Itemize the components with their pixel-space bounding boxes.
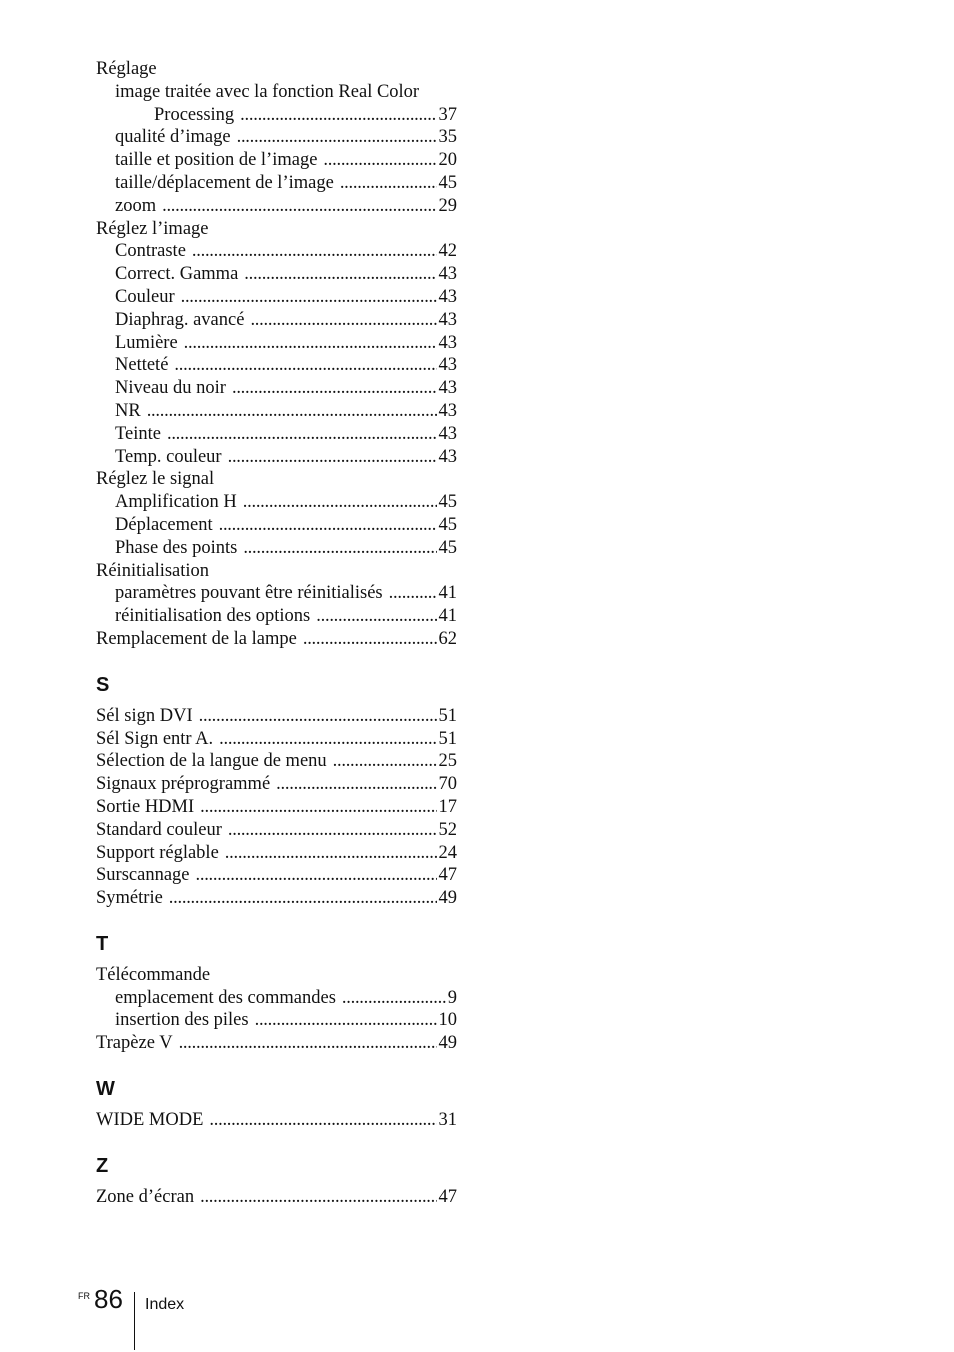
index-subentry (96, 446, 457, 469)
entry-page-number: 45 (438, 492, 457, 513)
footer-divider (134, 1292, 135, 1350)
entry-page-number: 35 (438, 127, 457, 148)
dot-leader (199, 705, 437, 728)
dot-leader (276, 773, 436, 796)
entry-page-number: 49 (438, 888, 457, 909)
entry-page-number: 42 (438, 241, 457, 262)
entry-page-number: 10 (438, 1010, 457, 1031)
entry-page-number: 20 (438, 150, 457, 171)
entry-label: Temp. couleur (115, 446, 222, 467)
entry-page-number: 43 (438, 400, 457, 421)
dot-leader (179, 1032, 437, 1055)
entry-label: Processing (154, 104, 235, 125)
dot-leader (333, 750, 437, 773)
dot-leader (219, 514, 437, 537)
index-entry (96, 628, 457, 651)
index-subentry (96, 195, 457, 218)
index-entry (96, 1032, 457, 1055)
entry-label: Remplacement de la lampe (96, 628, 297, 649)
entry-label: Trapèze V (96, 1033, 173, 1054)
dot-leader (196, 864, 437, 887)
entry-page-number: 43 (438, 309, 457, 330)
dot-leader (162, 195, 436, 218)
index-list (96, 58, 457, 1209)
index-entry (96, 819, 457, 842)
entry-label: taille/déplacement de l’image (115, 172, 334, 193)
entry-label: zoom (115, 195, 157, 216)
entry-page-number: 31 (438, 1110, 457, 1131)
entry-label: Lumière (115, 332, 178, 353)
entry-label: paramètres pouvant être réinitialisés (115, 583, 383, 604)
index-entry (96, 773, 457, 796)
index-subentry (96, 149, 457, 172)
index-subentry (96, 332, 457, 355)
entry-label: WIDE MODE (96, 1110, 204, 1131)
entry-page-number: 47 (438, 865, 457, 886)
index-subentry (96, 377, 457, 400)
entry-label: Standard couleur (96, 819, 222, 840)
dot-leader (303, 628, 437, 651)
dot-leader (184, 332, 437, 355)
entry-label: Contraste (115, 241, 186, 262)
entry-page-number: 9 (447, 987, 457, 1008)
entry-label: taille et position de l’image (115, 150, 318, 171)
dot-leader (237, 126, 437, 149)
entry-label: Correct. Gamma (115, 264, 239, 285)
index-entry (96, 1109, 457, 1132)
index-entry (96, 842, 457, 865)
index-subentry (96, 1009, 457, 1032)
entry-label: Niveau du noir (115, 378, 226, 399)
dot-leader (167, 423, 437, 446)
entry-label: Réglez l’image (96, 218, 209, 239)
dot-leader (243, 491, 437, 514)
dot-leader (255, 1009, 437, 1032)
entry-page-number: 43 (438, 355, 457, 376)
entry-label: Sél sign DVI (96, 705, 193, 726)
entry-label: Support réglable (96, 842, 219, 863)
entry-page-number: 49 (438, 1033, 457, 1054)
entry-label: qualité d’image (115, 127, 231, 148)
entry-page-number: 70 (438, 774, 457, 795)
entry-page-number: 29 (438, 195, 457, 216)
index-subentry (96, 537, 457, 560)
index-entry (96, 728, 457, 751)
entry-page-number: 24 (438, 842, 457, 863)
entry-page-number: 52 (438, 819, 457, 840)
entry-label: Sél Sign entr A. (96, 728, 214, 749)
entry-label: Teinte (115, 423, 161, 444)
entry-page-number: 43 (438, 446, 457, 467)
entry-label: Netteté (115, 355, 169, 376)
entry-label: insertion des piles (115, 1010, 249, 1031)
entry-page-number: 25 (438, 751, 457, 772)
entry-label: Réinitialisation (96, 560, 210, 581)
index-section (96, 1154, 457, 1209)
section-letter-heading: T (96, 932, 109, 955)
index-subentry (96, 263, 457, 286)
index-section (96, 673, 457, 910)
dot-leader (340, 172, 437, 195)
entry-label: Surscannage (96, 865, 190, 886)
index-entry (96, 560, 457, 583)
entry-label: Amplification H (115, 492, 237, 513)
entry-page-number: 47 (438, 1186, 457, 1207)
index-section (96, 58, 457, 651)
entry-label: Réglage (96, 59, 157, 79)
section-name: Index (145, 1296, 185, 1313)
dot-leader (323, 149, 436, 172)
entry-label: Réglez le signal (96, 469, 215, 490)
entry-label: Sortie HDMI (96, 796, 195, 817)
entry-page-number: 43 (438, 378, 457, 399)
entry-label: image traitée avec la fonction Real Color (115, 81, 420, 102)
entry-label: Symétrie (96, 888, 163, 909)
entry-page-number: 45 (438, 172, 457, 193)
entry-page-number: 41 (438, 583, 457, 604)
index-subentry (96, 172, 457, 195)
index-subentry (96, 491, 457, 514)
index-subentry (96, 240, 457, 263)
dot-leader (232, 377, 437, 400)
dot-leader (316, 605, 436, 628)
entry-label: emplacement des commandes (115, 987, 336, 1008)
dot-leader (200, 1186, 436, 1209)
index-entry (96, 864, 457, 887)
entry-label: Diaphrag. avancé (115, 309, 245, 330)
dot-leader (200, 796, 436, 819)
index-entry (96, 796, 457, 819)
index-entry (96, 58, 457, 81)
index-entry (96, 887, 457, 910)
entry-label: Sélection de la langue de menu (96, 751, 327, 772)
entry-label: Signaux préprogrammé (96, 774, 271, 795)
index-subentry (96, 104, 457, 127)
dot-leader (389, 582, 437, 605)
dot-leader (225, 842, 437, 865)
index-entry (96, 964, 457, 987)
dot-leader (240, 104, 436, 127)
entry-label: Phase des points (115, 537, 238, 558)
index-section (96, 1077, 457, 1132)
entry-page-number: 43 (438, 423, 457, 444)
index-subentry (96, 605, 457, 628)
entry-label: Zone d’écran (96, 1186, 195, 1207)
index-entry (96, 705, 457, 728)
entry-label: réinitialisation des options (115, 606, 311, 627)
entry-page-number: 62 (438, 628, 457, 649)
page-number: 86 (94, 1284, 123, 1314)
index-subentry (96, 286, 457, 309)
dot-leader (147, 400, 437, 423)
dot-leader (174, 354, 436, 377)
dot-leader (228, 819, 437, 842)
dot-leader (228, 446, 437, 469)
index-section (96, 932, 457, 1055)
entry-page-number: 51 (438, 705, 457, 726)
index-subentry (96, 354, 457, 377)
index-subentry (96, 81, 457, 104)
entry-label: Télécommande (96, 964, 211, 985)
dot-leader (192, 240, 437, 263)
entry-page-number: 43 (438, 286, 457, 307)
entry-page-number: 41 (438, 606, 457, 627)
entry-label: Couleur (115, 286, 175, 307)
entry-label: Déplacement (115, 514, 213, 535)
section-letter-heading: W (96, 1078, 115, 1101)
index-entry (96, 468, 457, 491)
dot-leader (244, 263, 436, 286)
dot-leader (169, 887, 437, 910)
entry-page-number: 17 (438, 796, 457, 817)
dot-leader (209, 1109, 436, 1132)
entry-page-number: 45 (438, 537, 457, 558)
index-subentry (96, 582, 457, 605)
index-subentry (96, 423, 457, 446)
entry-page-number: 45 (438, 514, 457, 535)
language-code: FR (78, 1291, 90, 1301)
entry-page-number: 43 (438, 332, 457, 353)
entry-label: NR (115, 400, 141, 421)
index-subentry (96, 400, 457, 423)
entry-page-number: 37 (438, 104, 457, 125)
dot-leader (250, 309, 436, 332)
section-letter-heading: S (96, 673, 110, 696)
index-subentry (96, 309, 457, 332)
dot-leader (181, 286, 437, 309)
entry-page-number: 43 (438, 264, 457, 285)
index-entry (96, 1186, 457, 1209)
entry-page-number: 51 (438, 728, 457, 749)
index-entry (96, 218, 457, 241)
dot-leader (243, 537, 436, 560)
index-entry (96, 750, 457, 773)
section-letter-heading: Z (96, 1154, 109, 1177)
dot-leader (342, 987, 446, 1010)
index-subentry (96, 126, 457, 149)
index-subentry (96, 514, 457, 537)
dot-leader (219, 728, 436, 751)
index-subentry (96, 987, 457, 1010)
